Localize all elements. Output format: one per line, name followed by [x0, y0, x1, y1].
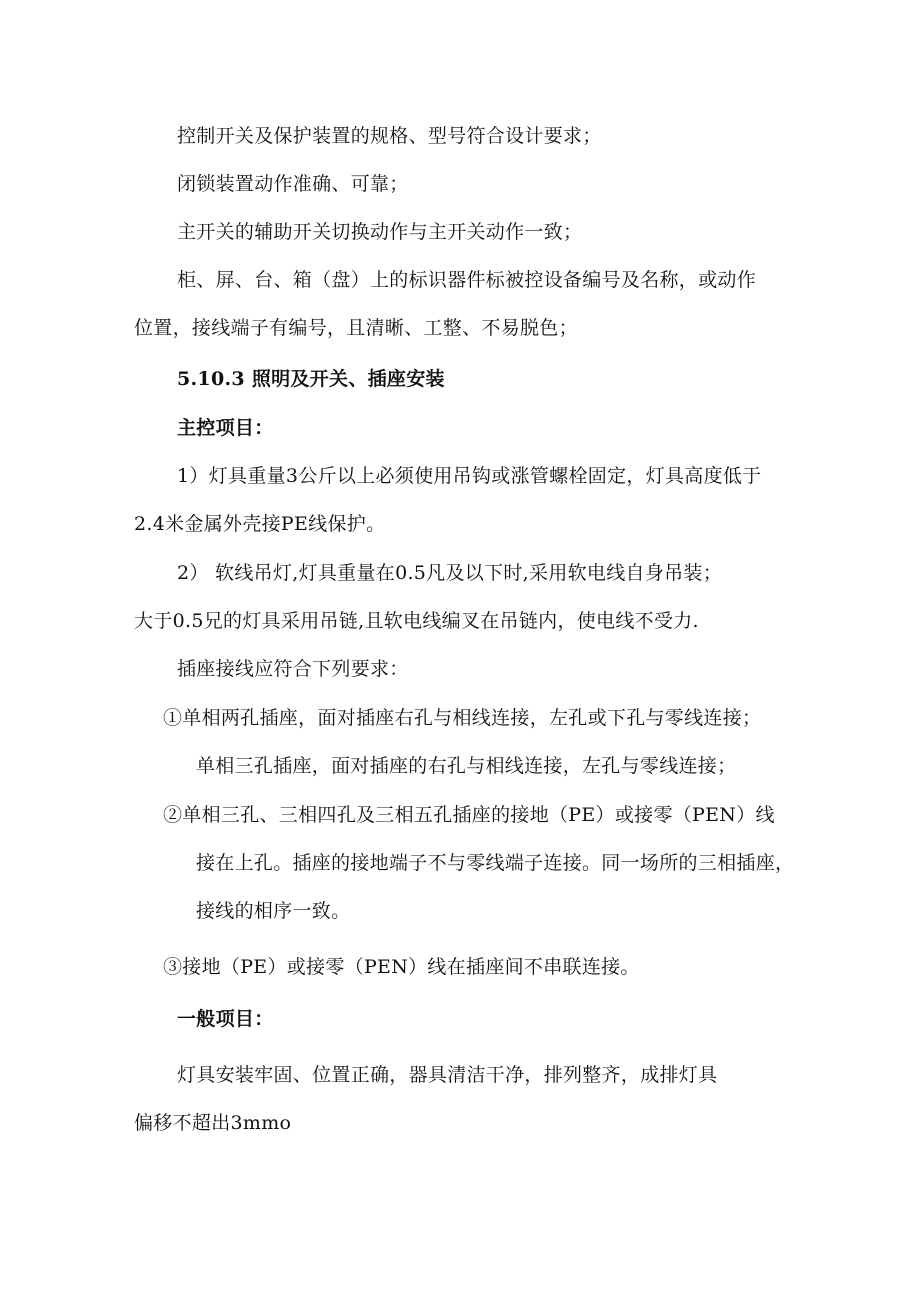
text-line-terminal-number: 位置，接线端子有编号，且清晰、工整、不易脱色；	[134, 317, 578, 339]
text-line-chain: 大于0.5兄的灯具采用吊链,且软电线编叉在吊链内，使电线不受力.	[134, 610, 699, 632]
text-line-switch-spec: 控制开关及保护装置的规格、型号符合设计要求；	[177, 125, 602, 147]
text-line-lamp-weight: 1）灯具重量3公斤以上必须使用吊钩或涨管螺栓固定，灯具高度低于	[177, 465, 762, 487]
text-line-two-hole: ①单相两孔插座，面对插座右孔与相线连接，左孔或下孔与零线连接；	[163, 707, 762, 729]
text-line-lamp-height: 2.4米金属外壳接PE线保护。	[134, 513, 386, 535]
text-line-aux-switch: 主开关的辅助开关切换动作与主开关动作一致；	[177, 221, 583, 243]
text-line-no-series: ③接地（PE）或接零（PEN）线在插座间不串联连接。	[163, 956, 640, 978]
text-line-lock-device: 闭锁装置动作准确、可靠；	[177, 173, 409, 195]
text-line-phase-order: 接线的相序一致。	[196, 900, 351, 922]
text-line-cabinet-label: 柜、屏、台、箱（盘）上的标识器件标被控设备编号及名称，或动作	[177, 269, 757, 291]
subheading-general-items: 一般项目：	[177, 1008, 274, 1030]
section-heading-lighting: 5.10.3 照明及开关、插座安装	[177, 368, 445, 390]
subheading-main-items: 主控项目：	[177, 417, 274, 439]
text-line-upper-hole: 接在上孔。插座的接地端子不与零线端子连接。同一场所的三相插座，	[196, 852, 795, 874]
text-line-soft-wire: 2） 软线吊灯,灯具重量在0.5凡及以下时,采用软电线自身吊装；	[177, 562, 723, 584]
text-line-three-hole: 单相三孔插座，面对插座的右孔与相线连接，左孔与零线连接；	[196, 755, 737, 777]
text-line-offset: 偏移不超出3mmo	[134, 1112, 292, 1134]
text-line-socket-req: 插座接线应符合下列要求：	[177, 658, 409, 680]
text-line-grounding: ②单相三孔、三相四孔及三相五孔插座的接地（PE）或接零（PEN）线	[163, 804, 775, 826]
text-line-lamp-install: 灯具安装牢固、位置正确，器具清洁干净，排列整齐，成排灯具	[177, 1064, 718, 1086]
